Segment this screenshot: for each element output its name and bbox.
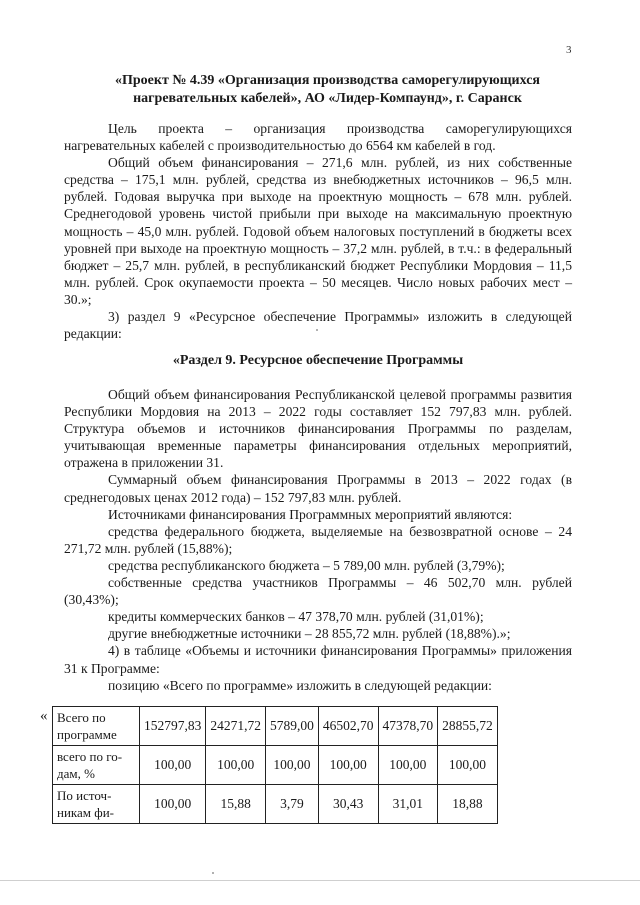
row-label: По источ-никам фи-	[53, 785, 140, 824]
source-item: другие внебюджетные источники – 28 855,72 млн. рублей (18,88%).»;	[108, 626, 511, 642]
source-item: собственные средства участников Программы – 46 502,70 млн. рублей (30,43%);	[64, 575, 572, 608]
table-row	[53, 785, 498, 824]
table-cell: 47378,70	[378, 707, 438, 746]
table-cell: 100,00	[266, 746, 319, 785]
table-cell: 100,00	[438, 746, 498, 785]
row-label: Всего по программе	[53, 707, 140, 746]
section-title: «Раздел 9. Ресурсное обеспечение Программы	[172, 353, 464, 368]
table-cell: 18,88	[438, 785, 498, 824]
table-cell: 100,00	[318, 746, 378, 785]
table-cell: 3,79	[266, 785, 319, 824]
source-item: средства республиканского бюджета – 5 789,00 млн. рублей (3,79%);	[108, 557, 505, 573]
project-title-line2: нагревательных кабелей», АО «Лидер-Компаунд», г. Саранск	[133, 91, 522, 106]
table-cell: 100,00	[140, 746, 206, 785]
item4-sub-paragraph: позицию «Всего по программе» изложить в следующей редакции:	[108, 677, 492, 693]
table-cell: 100,00	[140, 785, 206, 824]
source-item: кредиты коммерческих банков – 47 378,70 млн. рублей (31,01%);	[108, 609, 484, 625]
scan-speck	[212, 872, 214, 874]
row-label: всего по го-дам, %	[53, 746, 140, 785]
section-body	[64, 386, 572, 694]
table-cell: 24271,72	[206, 707, 266, 746]
table-row	[53, 746, 498, 785]
table-cell: 152797,83	[140, 707, 206, 746]
table-cell: 31,01	[378, 785, 438, 824]
item4-paragraph: 4) в таблице «Объемы и источники финансирования Программы» приложения 31 к Программе:	[64, 643, 572, 676]
table-cell: 30,43	[318, 785, 378, 824]
table-cell: 15,88	[206, 785, 266, 824]
table-cell: 28855,72	[438, 707, 498, 746]
table-cell: 100,00	[378, 746, 438, 785]
project-title	[70, 72, 585, 108]
table-cell: 100,00	[206, 746, 266, 785]
section-paragraph: Суммарный объем финансирования Программы в 2013 – 2022 годах (в среднегодовых ценах 2012 года) – 152 797,83 млн. рублей.	[64, 472, 572, 505]
source-item: средства федерального бюджета, выделяемые на безвозвратной основе – 24 271,72 млн. рублей (15,88%);	[64, 523, 572, 556]
project-title-line1: «Проект № 4.39 «Организация производства саморегулирующихся	[115, 73, 540, 88]
project-paragraph: Общий объем финансирования – 271,6 млн. рублей, из них собственные средства – 175,1 млн. рублей, средства из внебюджетных источников – 96,5 млн. рублей. Годовая выручка при выходе на проектную мощность – 678 млн. рублей. Среднегодовой уровень чистой прибыли при выходе на максимальную проектную мощность – 45,0 млн. рублей. Годовой объем налоговых поступлений в бюджеты всех уровней при выходе на проектную мощность – 37,2 млн. рублей, в т.ч.: в федеральный бюджет – 25,7 млн. рублей, в республиканский бюджет Республики Мордовия – 11,5 млн. рублей. Срок окупаемости проекта – 50 месяцев. Число новых рабочих мест – 30.»;	[64, 155, 572, 307]
page-number: 3	[566, 44, 572, 56]
table-row	[53, 707, 498, 746]
section-paragraph: Общий объем финансирования Республиканской целевой программы развития Республики Мордовия на 2013 – 2022 годы составляет 152 797,83 млн. рублей. Структура объемов и источников финансирования Программы по разделам, учитывающая временные параметры финансирования отдельных мероприятий, отражена в приложении 31.	[64, 387, 572, 471]
project-paragraph: Цель проекта – организация производства саморегулирующихся нагревательных кабелей с производительностью до 6564 км кабелей в год.	[64, 121, 572, 154]
table-open-quote: «	[40, 708, 48, 724]
project-paragraph: 3) раздел 9 «Ресурсное обеспечение Программы» изложить в следующей редакции:	[64, 309, 572, 342]
section-paragraph: Источниками финансирования Программных мероприятий являются:	[108, 506, 513, 522]
scan-edge-line	[0, 880, 640, 881]
project-description	[64, 120, 572, 342]
table-cell: 46502,70	[318, 707, 378, 746]
finance-table	[52, 706, 498, 824]
table-cell: 5789,00	[266, 707, 319, 746]
scan-speck	[316, 329, 318, 331]
